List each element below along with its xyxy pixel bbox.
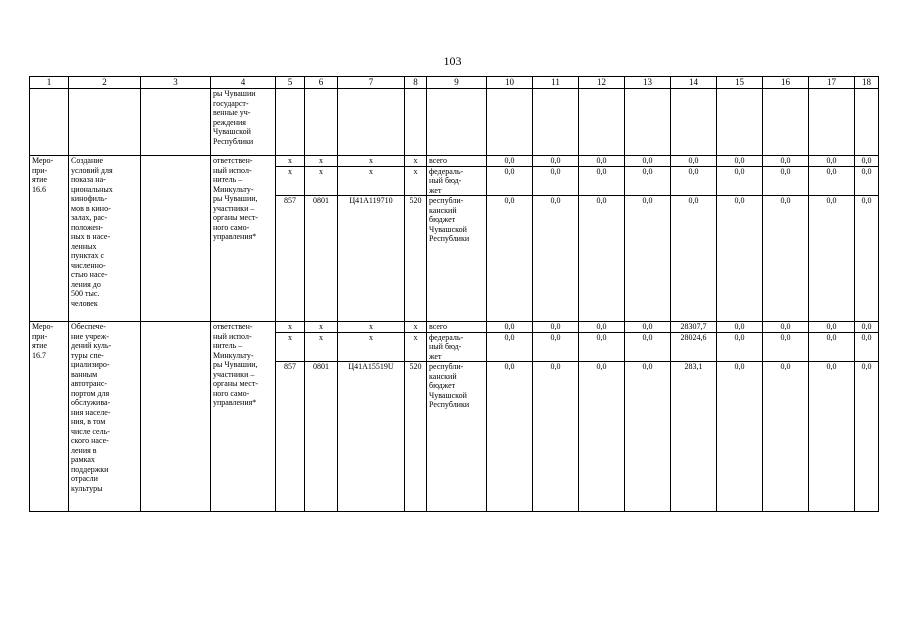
value-cell: 0,0 [809,166,855,196]
header-cell: 18 [855,77,879,89]
value-cell: 0,0 [855,166,879,196]
section-cell: x [305,322,338,333]
table-row [30,322,879,333]
expense-group-cell: x [405,322,427,333]
value-cell: 0,0 [533,166,579,196]
responsible-cell: ответствен- ный испол- нитель – Минкульту- ры Чувашии, участники – органы мест- ного само- управления* [211,322,276,512]
header-cell: 8 [405,77,427,89]
measure-number-cell: Меро- при- ятие 16.7 [30,322,69,512]
value-cell: 0,0 [763,196,809,322]
value-cell: 0,0 [671,196,717,322]
value-cell: 0,0 [809,332,855,362]
cell [809,89,855,156]
target-article-cell: x [338,156,405,167]
value-cell: 0,0 [579,156,625,167]
header-cell: 6 [305,77,338,89]
value-cell: 0,0 [855,156,879,167]
value-cell: 0,0 [487,322,533,333]
value-cell: 0,0 [487,332,533,362]
value-cell: 0,0 [533,322,579,333]
header-cell: 17 [809,77,855,89]
cell [276,89,305,156]
value-cell: 0,0 [533,332,579,362]
header-cell: 11 [533,77,579,89]
value-cell: 0,0 [763,332,809,362]
value-cell: 0,0 [763,362,809,512]
measure-name-cell: Создание условий для показа на- циональных кинофиль- мов в кино- залах, рас- положен- ных в насе- ленных пунктах с численно- стью насе- ления до 500 тыс. человек [69,156,141,322]
value-cell: 0,0 [625,196,671,322]
value-cell: 0,0 [487,156,533,167]
funding-source-cell: республи- канский бюджет Чувашской Республики [427,196,487,322]
section-cell: x [305,332,338,362]
value-cell: 0,0 [717,156,763,167]
cell [141,156,211,322]
expense-group-cell: x [405,332,427,362]
header-cell: 3 [141,77,211,89]
grbs-cell: x [276,322,305,333]
section-cell: x [305,166,338,196]
expense-group-cell: x [405,166,427,196]
value-cell: 283,1 [671,362,717,512]
target-article-cell: Ц41А15519U [338,362,405,512]
cell [338,89,405,156]
cell [717,89,763,156]
value-cell: 0,0 [809,322,855,333]
cell [305,89,338,156]
value-cell: 0,0 [579,196,625,322]
page-number: 103 [443,54,462,68]
value-cell: 0,0 [625,166,671,196]
header-cell: 2 [69,77,141,89]
value-cell: 0,0 [809,156,855,167]
cell [855,89,879,156]
value-cell: 0,0 [671,166,717,196]
value-cell: 0,0 [671,156,717,167]
cell [625,89,671,156]
value-cell: 0,0 [763,166,809,196]
cell [533,89,579,156]
cell [141,322,211,512]
expense-group-cell: 520 [405,362,427,512]
header-cell: 5 [276,77,305,89]
header-cell: 9 [427,77,487,89]
value-cell: 0,0 [717,196,763,322]
target-article-cell: Ц41А119710 [338,196,405,322]
value-cell: 0,0 [855,196,879,322]
value-cell: 0,0 [487,166,533,196]
expense-group-cell: x [405,156,427,167]
cell [30,89,69,156]
funding-source-cell: всего [427,322,487,333]
section-cell: 0801 [305,196,338,322]
value-cell: 0,0 [533,362,579,512]
cell [69,89,141,156]
value-cell: 0,0 [763,156,809,167]
value-cell: 0,0 [533,196,579,322]
value-cell: 0,0 [717,332,763,362]
table-row [30,156,879,167]
budget-table [29,76,879,512]
header-cell: 12 [579,77,625,89]
responsible-cell: ры Чувашии государст- венные уч- реждения Чувашской Республики [211,89,276,156]
header-row [30,77,879,89]
header-cell: 15 [717,77,763,89]
funding-source-cell: федераль- ный бюд- жет [427,332,487,362]
responsible-cell: ответствен- ный испол- нитель – Минкульту- ры Чувашии, участники – органы мест- ного само- управления* [211,156,276,322]
header-cell: 16 [763,77,809,89]
header-cell: 1 [30,77,69,89]
value-cell: 0,0 [579,332,625,362]
measure-name-cell: Обеспече- ние учреж- дений куль- туры спе- циализиро- ванным автотранс- портом для обслужива- ния населе- ния, в том числе сель- ского насе- ления в рамках поддержки отрасли культуры [69,322,141,512]
value-cell: 0,0 [855,332,879,362]
value-cell: 28307,7 [671,322,717,333]
value-cell: 0,0 [717,322,763,333]
value-cell: 0,0 [533,156,579,167]
funding-source-cell: федераль- ный бюд- жет [427,166,487,196]
value-cell: 0,0 [625,362,671,512]
value-cell: 0,0 [809,196,855,322]
header-cell: 4 [211,77,276,89]
cell [579,89,625,156]
target-article-cell: x [338,166,405,196]
value-cell: 0,0 [579,166,625,196]
value-cell: 28024,6 [671,332,717,362]
expense-group-cell: 520 [405,196,427,322]
value-cell: 0,0 [855,362,879,512]
section-cell: x [305,156,338,167]
grbs-cell: x [276,332,305,362]
cell [487,89,533,156]
value-cell: 0,0 [625,322,671,333]
value-cell: 0,0 [717,362,763,512]
grbs-cell: x [276,156,305,167]
continuation-row [30,89,879,156]
value-cell: 0,0 [717,166,763,196]
value-cell: 0,0 [579,322,625,333]
cell [427,89,487,156]
measure-number-cell: Меро- при- ятие 16.6 [30,156,69,322]
cell [763,89,809,156]
value-cell: 0,0 [809,362,855,512]
section-cell: 0801 [305,362,338,512]
value-cell: 0,0 [625,156,671,167]
funding-source-cell: республи- канский бюджет Чувашской Республики [427,362,487,512]
cell [405,89,427,156]
cell [141,89,211,156]
value-cell: 0,0 [763,322,809,333]
cell [671,89,717,156]
grbs-cell: x [276,166,305,196]
grbs-cell: 857 [276,196,305,322]
value-cell: 0,0 [855,322,879,333]
header-cell: 14 [671,77,717,89]
header-cell: 10 [487,77,533,89]
value-cell: 0,0 [625,332,671,362]
target-article-cell: x [338,332,405,362]
value-cell: 0,0 [487,362,533,512]
funding-source-cell: всего [427,156,487,167]
value-cell: 0,0 [487,196,533,322]
header-cell: 13 [625,77,671,89]
target-article-cell: x [338,322,405,333]
grbs-cell: 857 [276,362,305,512]
value-cell: 0,0 [579,362,625,512]
header-cell: 7 [338,77,405,89]
